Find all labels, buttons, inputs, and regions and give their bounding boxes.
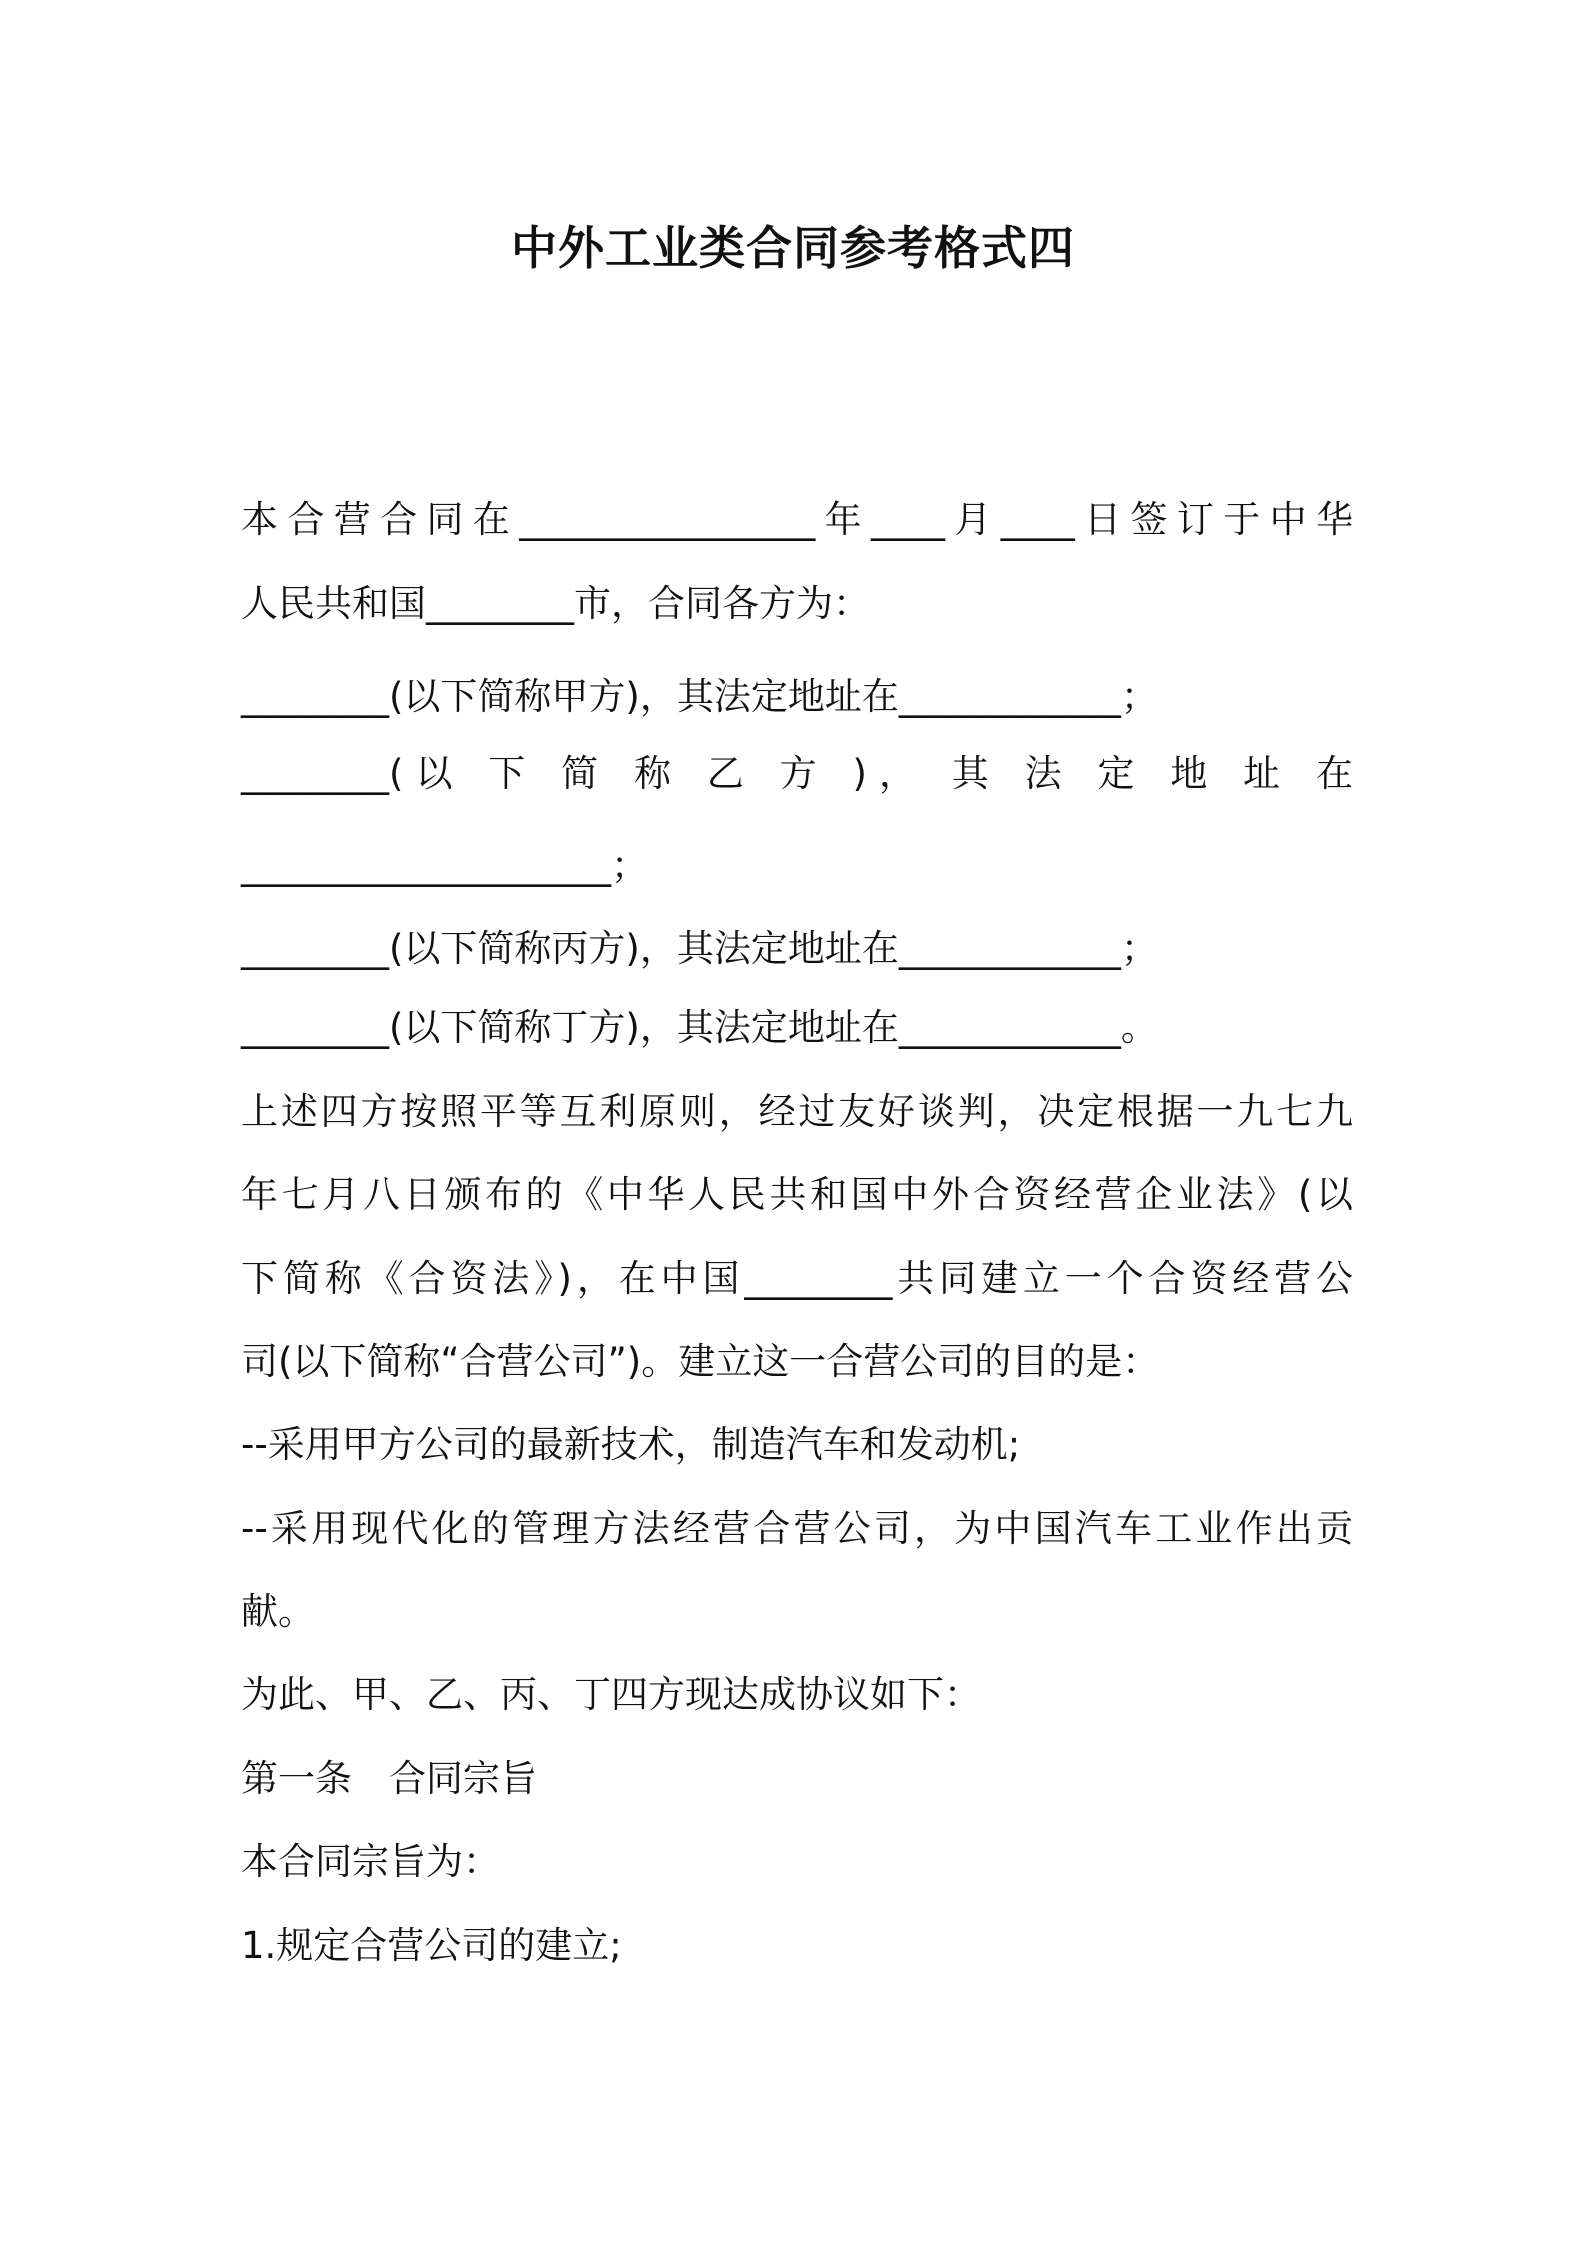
paragraph-line: ____________________； (241, 844, 648, 887)
paragraph-line: 人民共和国________市，合同各方为： (241, 582, 870, 625)
paragraph-line: 年七月八日颁布的《中华人民共和国中外合资经营企业法》(以 (241, 1173, 1353, 1216)
paragraph-line: ________(以下简称甲方)，其法定地址在____________； (241, 675, 1158, 718)
paragraph-line: 司(以下简称“合营公司”)。建立这一合营公司的目的是： (241, 1340, 1160, 1383)
paragraph-line: 为此、甲、乙、丙、丁四方现达成协议如下： (241, 1673, 981, 1716)
paragraph-line: 下简称《合资法》)，在中国________共同建立一个合资经营公 (241, 1257, 1353, 1300)
paragraph-line: ________(以下简称丁方)，其法定地址在____________。 (241, 1006, 1158, 1049)
paragraph-line: 上述四方按照平等互利原则，经过友好谈判，决定根据一九七九 (241, 1090, 1353, 1133)
document-title: 中外工业类合同参考格式四 (511, 221, 1075, 275)
list-item: 1.规定合营公司的建立; (241, 1924, 622, 1967)
section-heading: 第一条 合同宗旨 (241, 1757, 537, 1800)
paragraph-line: 本合同宗旨为： (241, 1840, 500, 1883)
paragraph-line: --采用甲方公司的最新技术，制造汽车和发动机; (241, 1423, 1021, 1466)
paragraph-line: ________(以下简称丙方)，其法定地址在____________； (241, 927, 1158, 970)
paragraph-line: 本合营合同在________________年____月____日签订于中华 (241, 498, 1353, 541)
paragraph-line: ________(以 下 简 称 乙 方 )， 其 法 定 地 址 在 (241, 752, 1353, 795)
paragraph-line: 献。 (241, 1590, 315, 1633)
paragraph-line: --采用现代化的管理方法经营合营公司，为中国汽车工业作出贡 (241, 1507, 1353, 1550)
